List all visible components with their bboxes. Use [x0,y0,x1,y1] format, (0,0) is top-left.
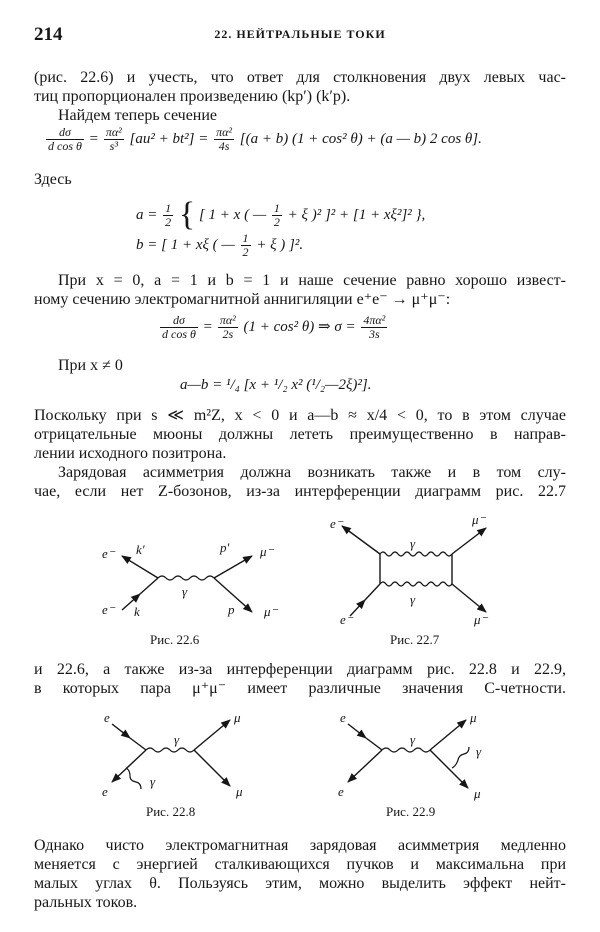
paragraph-line: меняется с энергией сталкивающихся пучков и максимальна при [34,856,566,873]
paragraph-line: Зарядовая асимметрия должна возникать также и в том слу- [58,464,566,481]
paragraph-line: отрицательные мюоны должны лететь преимущественно в направ- [34,426,566,443]
figure-caption: Рис. 22.7 [390,632,440,647]
label-e: e [102,784,108,799]
label-mu-minus: μ⁻ [472,512,486,527]
paragraph-line: ному сечению электромагнитной аннигиляции e⁺e⁻ → μ⁺μ⁻: [34,291,451,308]
paragraph-line: в которых пара μ⁺μ⁻ имеет различные значения C-четности. [34,680,566,697]
paragraph-line: и 22.6, а также из-за интерференции диаграмм рис. 22.8 и 22.9, [34,661,566,678]
page-header [34,24,566,44]
label-e: e [338,784,344,799]
fraction: $\frac{1}{2}$ [273,201,280,230]
label-mu: μ [236,784,243,799]
feynman-diagram-22-6 [92,538,292,624]
fraction: $\frac{d\sigma}{\text{d cos θ}}$ [48,125,82,153]
paragraph-line: тиц пропорционален произведению (kp′) (k′p). [34,88,351,105]
paragraph-line: ральных токов. [34,894,138,911]
label-e: e [340,710,346,725]
feynman-diagram-22-9 [330,706,510,802]
fraction: $\frac{\text{πα²}}{2s}$ [219,313,236,341]
label-e-minus: e⁻ [102,546,115,561]
page-number: 214 [34,24,63,45]
feynman-diagram-22-7 [322,512,512,630]
running-title: 22. НЕЙТРАЛЬНЫЕ ТОКИ [214,27,386,41]
label-mu-minus: μ⁻ [260,544,274,559]
label-gamma: γ [410,536,416,551]
figure-caption: Рис. 22.6 [150,632,200,647]
feynman-diagram-22-8 [92,706,272,802]
label-gamma: γ [410,732,416,747]
label-k-prime: k′ [136,542,145,557]
label-mu: μ [470,710,477,725]
figure-caption: Рис. 22.8 [146,804,196,819]
paragraph-line: (рис. 22.6) и учесть, что ответ для столкновения двух левых час- [34,69,566,86]
label-e-minus: e⁻ [102,602,115,617]
fraction: $\frac{1}{2}$ [242,231,249,259]
label-gamma: γ [410,592,416,607]
label-e-minus: e⁻ [330,516,343,531]
paragraph-line: Найдем теперь сечение [58,107,218,124]
fraction: $\frac{d\sigma}{\text{d cos θ}}$ [162,313,196,341]
label-gamma: γ [476,744,482,759]
label-mu: μ [234,710,241,725]
fraction: $\frac{\text{πα²}}{4s}$ [216,125,233,153]
equation-annihilation: $\frac{d\sigma}{\text{d cos θ}}$ = $\frac{\text{πα²}}{2s}$ (1 + cos² θ) ⇒ σ = $\frac{\text{4πα²}}{3s}$ [162,313,386,341]
paragraph-line: При x ≠ 0 [58,357,123,374]
label-gamma: γ [182,584,188,599]
label-p: p [228,602,235,617]
equation-cross-section: $\frac{d\sigma}{\text{d cos θ}}$ = $\frac{\text{πα²}}{\text{s³}}$ [au² + bt²] = $\frac{\text{πα²}}{4s}$ [(a + b) (1 + cos² θ) + (a — b) 2 cos θ]. [48,125,482,153]
equation-a: a = $\frac{1}{2}$ { [ 1 + x ( — $\frac{1}{2}$ + ξ )² ]² + [1 + xξ²]² }, [136,196,426,233]
label-k: k [134,604,140,619]
paragraph-line: Поскольку при s ≪ m²Z, x < 0 и a—b ≈ x/4 < 0, то в этом случае [34,407,566,424]
fraction: $\frac{\text{4πα²}}{3s}$ [363,313,386,341]
label-mu-minus: μ⁻ [264,604,278,619]
label-e-minus: e⁻ [340,612,353,627]
paragraph-line: Однако чисто электромагнитная зарядовая асимметрия медленно [34,837,566,854]
paragraph-line: малых углах θ. Пользуясь этим, можно выделить эффект нейт- [34,875,566,892]
paragraph-line: Здесь [34,171,72,188]
paragraph-line: чае, если нет Z-бозонов, из-за интерференции диаграмм рис. 22.7 [34,483,566,500]
label-mu: μ [474,786,481,801]
label-mu-minus: μ⁻ [474,612,488,627]
paragraph-line: При x = 0, a = 1 и b = 1 и наше сечение равно хорошо извест- [58,272,566,289]
label-p-prime: p′ [220,540,230,555]
fraction: $\frac{\text{πα²}}{\text{s³}}$ [105,125,122,153]
equation-a-minus-b: a—b = ¹/₄ [x + ¹/₂ x² (¹/₂—2ξ)²]. [180,377,372,393]
label-gamma: γ [150,774,156,789]
figure-caption: Рис. 22.9 [386,804,436,819]
fraction: $\frac{1}{2}$ [165,201,172,230]
equation-b: b = [ 1 + xξ ( — $\frac{1}{2}$ + ξ ) ]². [136,231,304,259]
label-gamma: γ [174,732,180,747]
label-e: e [104,710,110,725]
paragraph-line: лении исходного позитрона. [34,445,227,462]
